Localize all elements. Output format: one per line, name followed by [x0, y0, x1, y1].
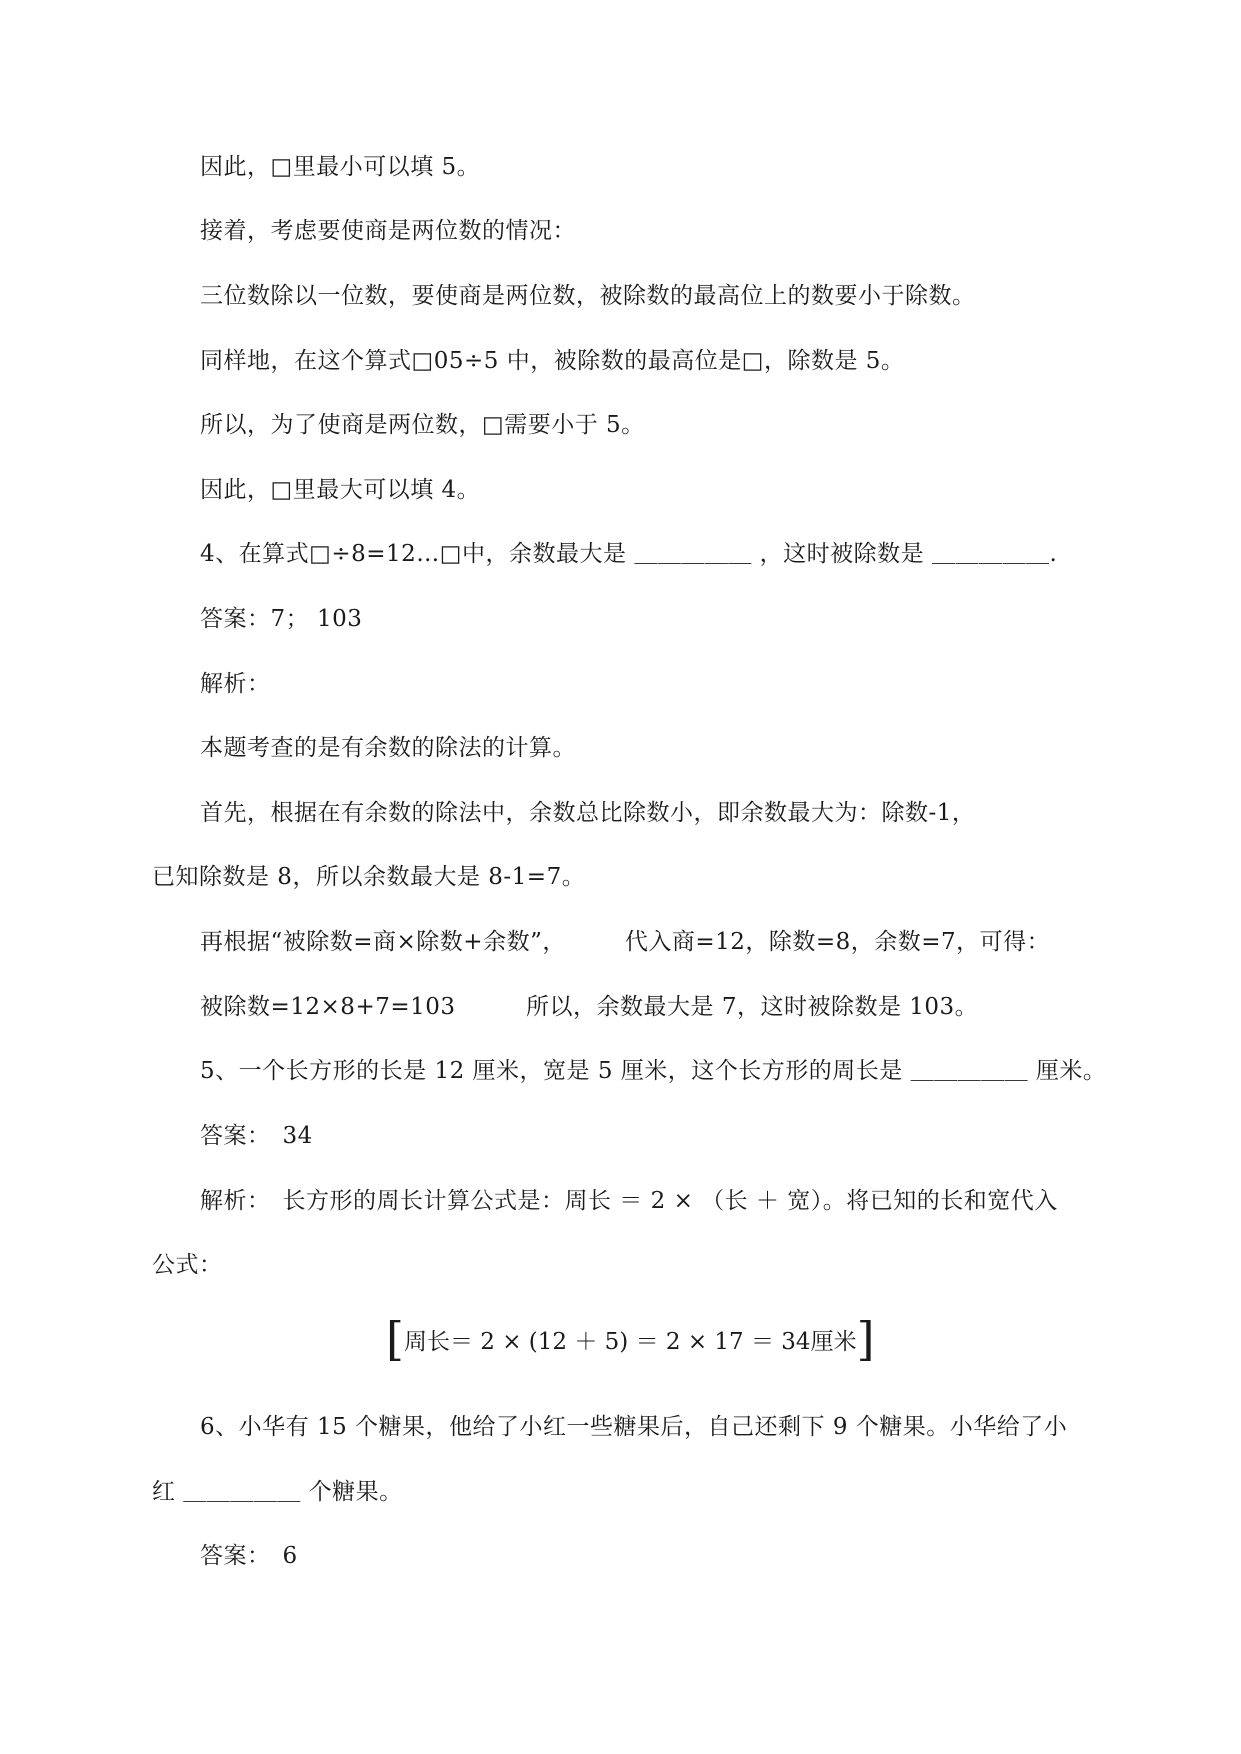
question-4: 4、在算式□÷8=12…□中，余数最大是 ＿＿＿＿＿ ，这时被除数是 ＿＿＿＿＿.	[200, 541, 1058, 567]
text-line: 已知除数是 8，所以余数最大是 8-1=7。	[152, 864, 586, 890]
formula-content: 周长＝ 2 × (12 ＋ 5) ＝ 2 × 17 ＝ 34厘米	[403, 1329, 857, 1355]
formula-open-bracket: [	[386, 1312, 404, 1366]
text-line: 红 ＿＿＿＿＿ 个糖果。	[152, 1479, 403, 1505]
answer-6: 答案： 6	[200, 1543, 298, 1569]
text-line: 因此，□里最小可以填 5。	[200, 154, 481, 180]
text-line: 首先，根据在有余数的除法中，余数总比除数小，即余数最大为：除数-1，	[200, 800, 976, 826]
text-line: 三位数除以一位数，要使商是两位数，被除数的最高位上的数要小于除数。	[200, 283, 976, 309]
question-6: 6、小华有 15 个糖果，他给了小红一些糖果后，自己还剩下 9 个糖果。小华给了小	[200, 1414, 1068, 1440]
text-line: 所以，为了使商是两位数，□需要小于 5。	[200, 412, 645, 438]
text-line: 同样地，在这个算式□05÷5 中，被除数的最高位是□，除数是 5。	[200, 348, 905, 374]
text-line: 因此，□里最大可以填 4。	[200, 477, 481, 503]
text-line: 再根据“被除数=商×除数+余数”， 代入商=12，除数=8，余数=7，可得：	[200, 929, 1051, 955]
analysis-5: 解析： 长方形的周长计算公式是：周长 ＝ 2 × （长 ＋ 宽）。将已知的长和宽代入	[200, 1188, 1058, 1214]
answer-4: 答案：7； 103	[200, 606, 363, 632]
text-line: 公式：	[152, 1252, 223, 1278]
text-line: 被除数=12×8+7=103 所以，余数最大是 7，这时被除数是 103。	[200, 994, 979, 1020]
formula-close-bracket: ]	[856, 1312, 875, 1366]
answer-5: 答案： 34	[200, 1123, 313, 1149]
analysis-label: 解析：	[200, 671, 271, 697]
text-line: 本题考查的是有余数的除法的计算。	[200, 735, 576, 761]
text-line: 接着，考虑要使商是两位数的情况：	[200, 218, 576, 244]
perimeter-formula	[386, 1312, 875, 1366]
question-5: 5、一个长方形的长是 12 厘米，宽是 5 厘米，这个长方形的周长是 ＿＿＿＿＿ 厘米。	[200, 1058, 1107, 1084]
